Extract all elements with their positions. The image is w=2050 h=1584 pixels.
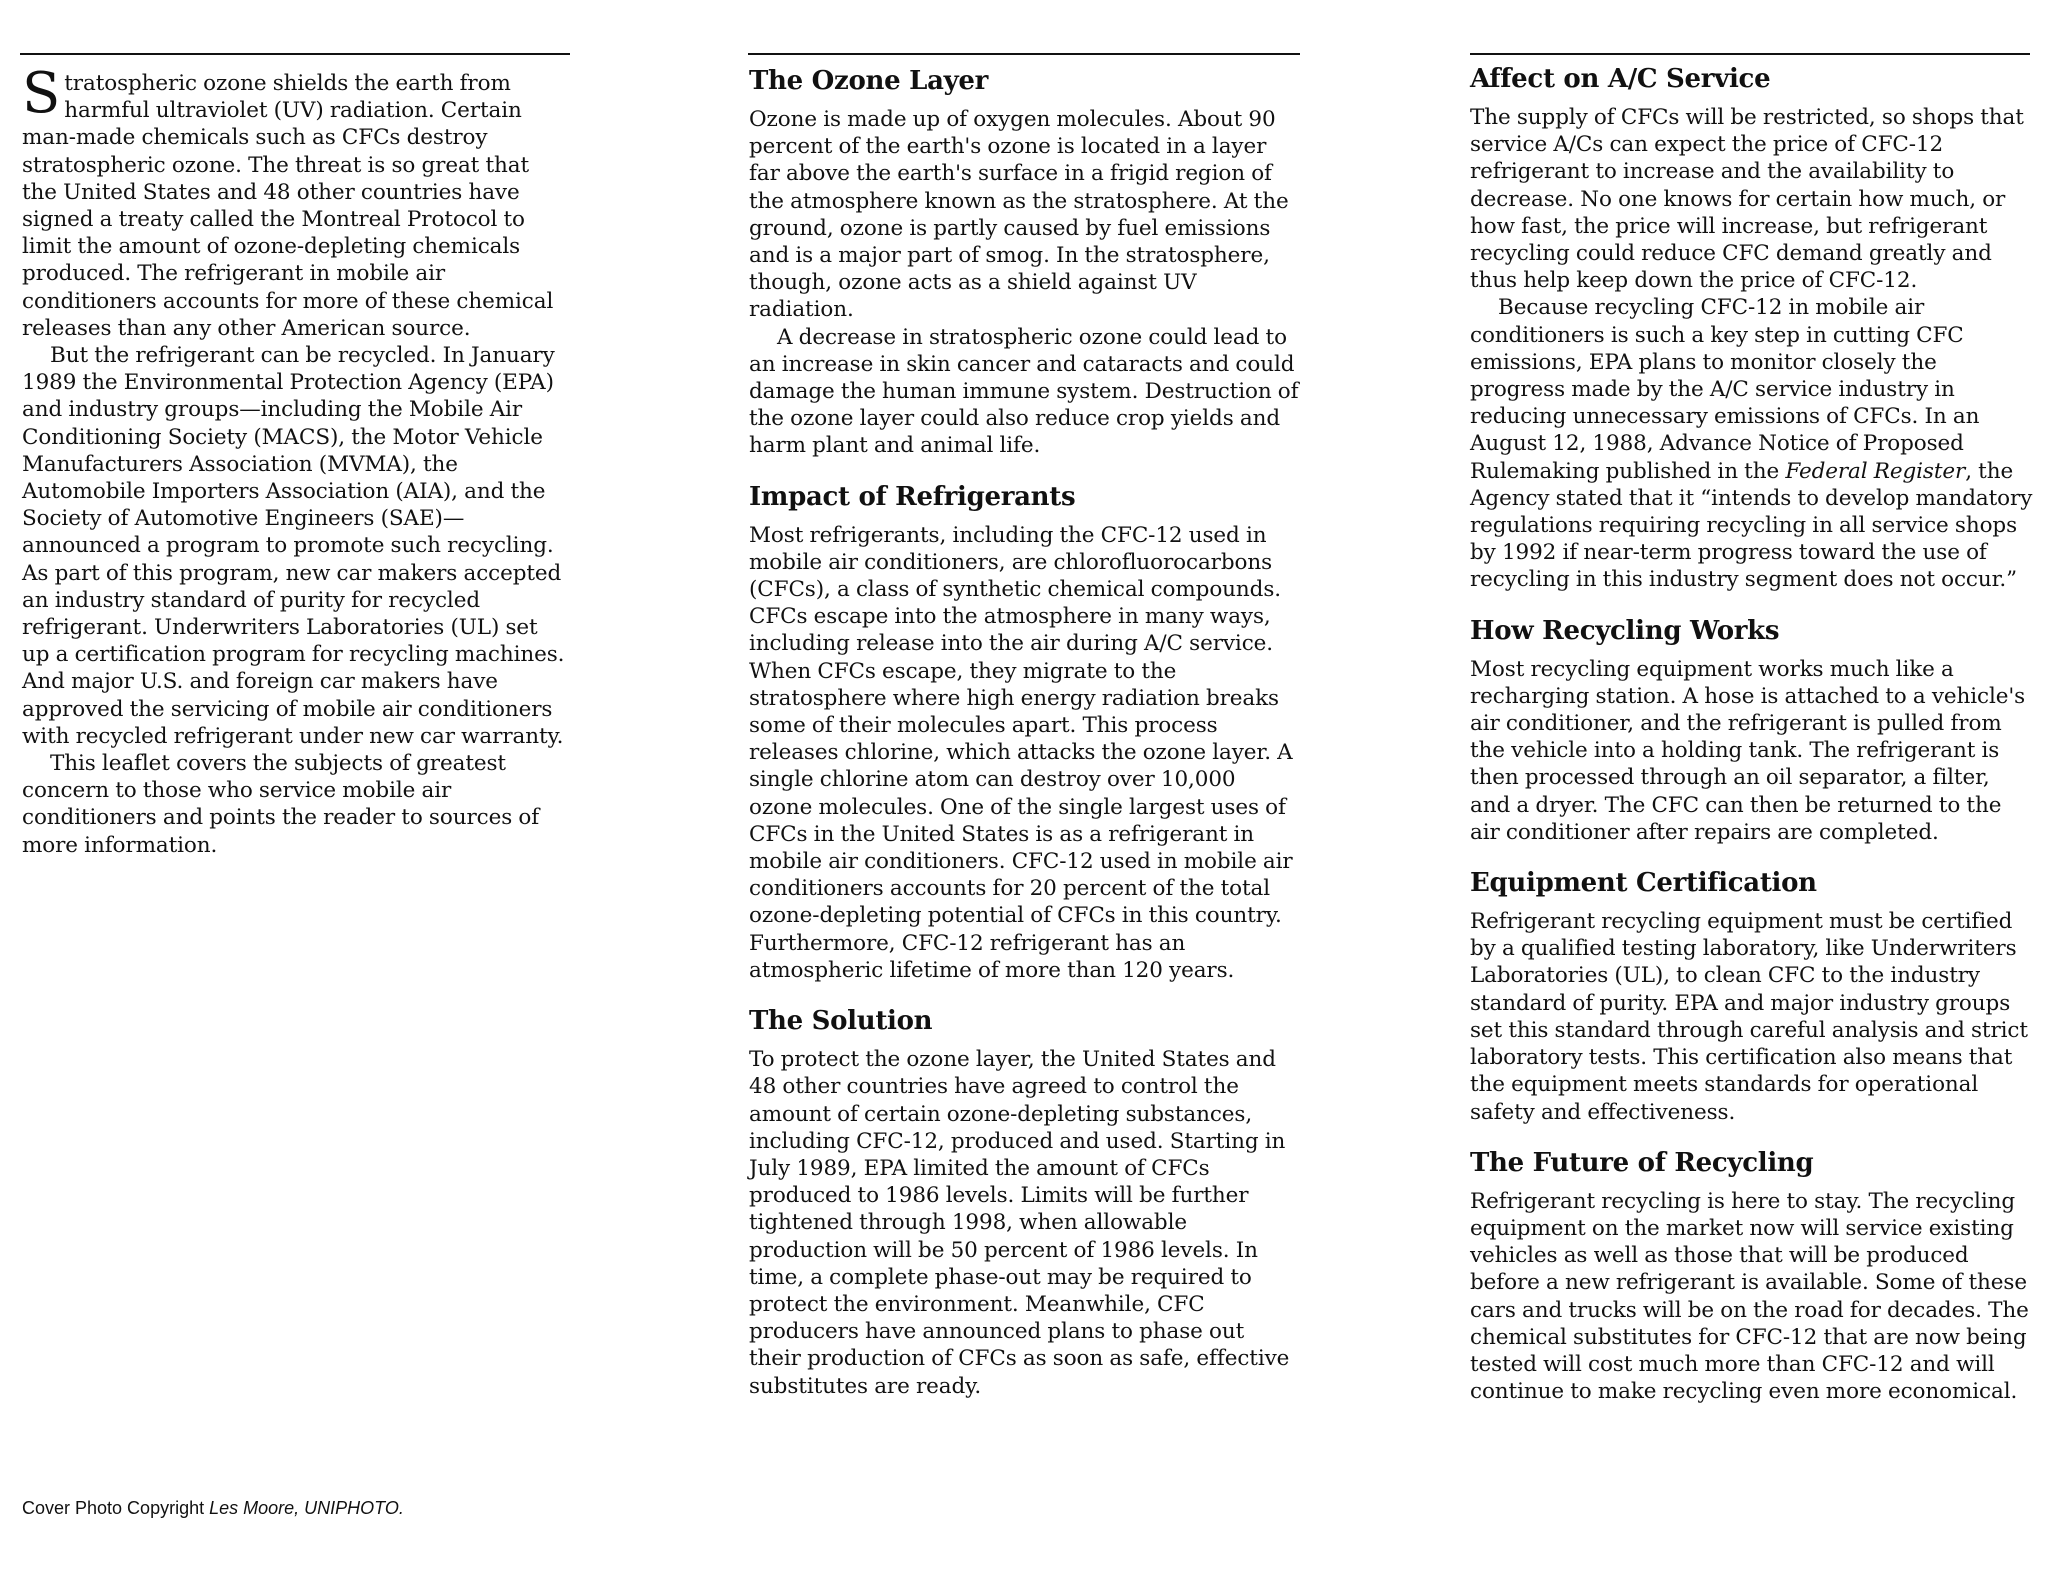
column-2 <box>749 66 1301 1400</box>
intro-paragraph: Stratospheric ozone shields the earth from harmful ultraviolet (UV) radiation. Certain man-made chemicals such as CFCs destroy stratospheric ozone. The threat is so great that the United States and 48 other countries have signed a treaty called the Montreal Protocol to limit the amount of ozone-depleting chemicals produced. The refrigerant in mobile air conditioners accounts for more of these chemical releases than any other American source. <box>22 61 554 341</box>
impact-paragraph: Most refrigerants, including the CFC-12 used in mobile air conditioners, are chlorofluorocarbons (CFCs), a class of synthetic chemical compounds. CFCs escape into the atmosphere in many ways, including release into the air during A/C service. When CFCs escape, they migrate to the stratosphere where high energy radiation breaks some of their molecules apart. This process releases chlorine, which attacks the ozone layer. A single chlorine atom can destroy over 10,000 ozone molecules. One of the single largest uses of CFCs in the United States is as a refrigerant in mobile air conditioners. CFC-12 used in mobile air conditioners accounts for 20 percent of the total ozone-depleting potential of CFCs in this country. Furthermore, CFC-12 refrigerant has an atmospheric lifetime of more than 120 years. <box>749 522 1293 983</box>
column-3 <box>1470 64 2035 1405</box>
drop-cap: S <box>22 61 61 126</box>
heading-equipment-certification: Equipment Certification <box>1470 868 1817 899</box>
heading-ozone-layer: The Ozone Layer <box>749 66 989 96</box>
heading-how-recycling-works: How Recycling Works <box>1470 615 1780 646</box>
solution-paragraph: To protect the ozone layer, the United States and 48 other countries have agreed to control the amount of certain ozone-depleting substances, including CFC-12, produced and used. Starting in July 1989, EPA limited the amount of CFCs produced to 1986 levels. Limits will be further tightened through 1998, when allowable production will be 50 percent of 1986 levels. In time, a complete phase-out may be required to protect the environment. Meanwhile, CFC producers have announced plans to phase out their production of CFCs as soon as safe, effective substitutes are ready. <box>749 1047 1290 1399</box>
heading-impact-of-refrigerants: Impact of Refrigerants <box>749 481 1076 512</box>
future-paragraph: Refrigerant recycling is here to stay. The recycling equipment on the market now will service existing vehicles as well as those that will be produced before a new refrigerant is available. Some of these cars and trucks will be on the road for decades. The chemical substitutes for CFC-12 that are now being tested will cost much more than CFC-12 and will continue to make recycling even more economical. <box>1470 1188 2029 1405</box>
ozone-paragraph-2: A decrease in stratospheric ozone could lead to an increase in skin cancer and cataracts and could damage the human immune system. Destruction of the ozone layer could also reduce crop yields and harm plant and animal life. <box>749 324 1299 459</box>
affect-paragraph-1: The supply of CFCs will be restricted, so shops that service A/Cs can expect the price of CFC-12 refrigerant to increase and the availability to decrease. No one knows for certain how much, or how fast, the price will increase, but refrigerant recycling could reduce CFC demand greatly and thus help keep down the price of CFC-12. <box>1470 105 2024 294</box>
column-1-top-rule <box>20 53 570 55</box>
affect-paragraph-2: Because recycling CFC-12 in mobile air conditioners is such a key step in cutting CFC emissions, EPA plans to monitor closely the progress made by the A/C service industry in reducing unnecessary emissions of CFCs. In an August 12, 1988, Advance Notice of Proposed Rulemaking published in the Federal Register, the Agency stated that it “intends to develop mandatory regulations requiring recycling in all service shops by 1992 if near-term progress toward the use of recycling in this industry segment does not occur.” <box>1470 295 2033 593</box>
cover-photo-credit: Cover Photo Copyright Les Moore, UNIPHOTO. <box>22 1498 404 1518</box>
heading-the-solution: The Solution <box>749 1006 933 1037</box>
ozone-paragraph-1: Ozone is made up of oxygen molecules. About 90 percent of the earth's ozone is located in a layer far above the earth's surface in a frigid region of the atmosphere known as the stratosphere. At the ground, ozone is partly caused by fuel emissions and is a major part of smog. In the stratosphere, though, ozone acts as a shield against UV radiation. <box>749 107 1289 323</box>
how-paragraph: Most recycling equipment works much like a recharging station. A hose is attached to a vehicle's air conditioner, and the refrigerant is pulled from the vehicle into a holding tank. The refrigerant is then processed through an oil separator, a filter, and a dryer. The CFC can then be returned to the air conditioner after repairs are completed. <box>1470 656 2026 845</box>
column-3-top-rule <box>1470 53 2030 55</box>
column-2-top-rule <box>748 53 1300 55</box>
column-1 <box>22 61 570 859</box>
heading-affect-on-ac-service: Affect on A/C Service <box>1470 64 1771 94</box>
leaflet-paragraph: This leaflet covers the subjects of greatest concern to those who service mobile air conditioners and points the reader to sources of more information. <box>22 751 540 858</box>
certification-paragraph: Refrigerant recycling equipment must be certified by a qualified testing laboratory, like Underwriters Laboratories (UL), to clean CFC to the industry standard of purity. EPA and major industry groups set this standard through careful analysis and strict laboratory tests. This certification also means that the equipment meets standards for operational safety and effectiveness. <box>1470 909 2028 1125</box>
program-paragraph: But the refrigerant can be recycled. In January 1989 the Environmental Protection Agency (EPA) and industry groups—including the Mobile Air Conditioning Society (MACS), the Motor Vehicle Manufacturers Association (MVMA), the Automobile Importers Association (AIA), and the Society of Automotive Engineers (SAE)—announced a program to promote such recycling. As part of this program, new car makers accepted an industry standard of purity for recycled refrigerant. Underwriters Laboratories (UL) set up a certification program for recycling machines. And major U.S. and foreign car makers have approved the servicing of mobile air conditioners with recycled refrigerant under new car warranty. <box>22 343 565 749</box>
heading-future-of-recycling: The Future of Recycling <box>1470 1147 1814 1178</box>
